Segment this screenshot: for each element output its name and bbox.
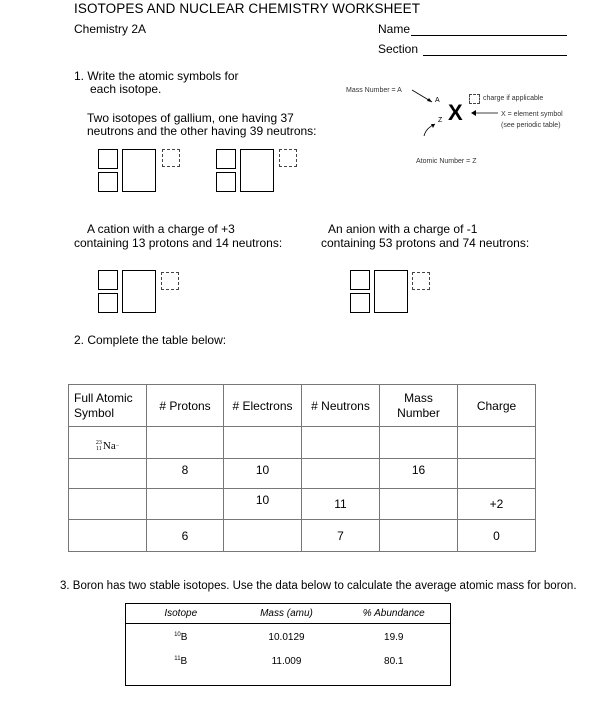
gallium-prompt-line2: neutrons and the other having 39 neutrons: xyxy=(87,124,317,138)
cation-mass-box[interactable] xyxy=(98,270,118,290)
boron10-mass-number: 10 xyxy=(174,632,181,639)
boron-header-row xyxy=(126,604,451,624)
mass-arrowhead xyxy=(427,98,432,102)
anion-symbol-box[interactable] xyxy=(374,270,408,313)
gallium2-atomic-box[interactable] xyxy=(216,172,236,192)
gallium1-charge-box[interactable] xyxy=(162,149,180,167)
q1-prompt-line1: 1. Write the atomic symbols for xyxy=(74,69,239,83)
anion-prompt-line1: An anion with a charge of -1 xyxy=(328,222,478,236)
cell-symbol[interactable] xyxy=(69,520,147,552)
course-label: Chemistry 2A xyxy=(74,22,147,36)
isotope-table xyxy=(68,384,536,552)
boron-mass: 11.009 xyxy=(271,655,302,667)
header-mass-line1: Mass xyxy=(404,390,433,405)
section-label: Section xyxy=(378,42,419,56)
table-row xyxy=(69,459,536,489)
page-title: ISOTOPES AND NUCLEAR CHEMISTRY WORKSHEET xyxy=(74,1,421,16)
cell-charge[interactable] xyxy=(458,427,536,459)
sodium-atomic-number: 11 xyxy=(96,446,102,452)
boron-abundance: 80.1 xyxy=(384,655,404,667)
boron11-element: B xyxy=(180,655,188,667)
cell-protons[interactable] xyxy=(147,427,224,459)
sodium-mass-number: 23 xyxy=(95,440,102,446)
boron11-mass-number: 11 xyxy=(174,655,181,662)
header-electrons: # Electrons xyxy=(224,385,302,427)
cation-prompt-line1: A cation with a charge of +3 xyxy=(87,222,235,236)
element-arrow xyxy=(470,108,500,118)
header-protons: # Protons xyxy=(147,385,224,427)
a-letter: A xyxy=(435,97,440,104)
gallium-prompt-line1: Two isotopes of gallium, one having 37 xyxy=(87,111,294,125)
header-symbol-line2: Symbol xyxy=(74,405,115,420)
cell-symbol[interactable] xyxy=(69,489,147,520)
q1-prompt-line2: each isotope. xyxy=(90,82,162,96)
cell-mass[interactable] xyxy=(380,520,458,552)
cell-symbol[interactable] xyxy=(69,459,147,489)
name-label: Name xyxy=(378,22,411,36)
cell-protons[interactable]: 6 xyxy=(147,520,224,552)
boron-header-abundance: % Abundance xyxy=(338,604,451,624)
cation-prompt-line2: containing 13 protons and 14 neutrons: xyxy=(74,236,283,250)
atomic-number-label: Atomic Number = Z xyxy=(416,158,477,165)
mass-number-label: Mass Number = A xyxy=(346,87,402,94)
q3-prompt: 3. Boron has two stable isotopes. Use the data below to calculate the average atomic mass for boron. xyxy=(60,580,577,592)
z-letter: Z xyxy=(438,117,443,124)
cation-symbol-box[interactable] xyxy=(122,270,156,313)
anion-charge-box[interactable] xyxy=(412,272,430,290)
table-row xyxy=(69,489,536,520)
boron-header-mass: Mass (amu) xyxy=(236,604,338,624)
cation-charge-box[interactable] xyxy=(161,272,179,290)
table-row xyxy=(126,652,451,686)
boron-table xyxy=(125,603,451,686)
cell-symbol[interactable] xyxy=(69,427,147,459)
table-row xyxy=(69,520,536,552)
sodium-numbers xyxy=(96,440,102,452)
gallium1-mass-box[interactable] xyxy=(98,149,118,169)
sodium-charge: − xyxy=(115,443,120,449)
gallium1-atomic-box[interactable] xyxy=(98,172,118,192)
cation-atomic-box[interactable] xyxy=(98,293,118,313)
cell-neutrons[interactable]: 7 xyxy=(302,520,380,552)
element-arrowhead xyxy=(471,110,476,116)
header-mass xyxy=(380,385,458,427)
boron-abundance: 19.9 xyxy=(384,632,404,644)
x-letter: X xyxy=(448,100,463,125)
table-header-row xyxy=(69,385,536,427)
header-charge: Charge xyxy=(458,385,536,427)
boron-isotope xyxy=(126,624,236,652)
header-neutrons: # Neutrons xyxy=(302,385,380,427)
sodium-symbol xyxy=(96,440,119,452)
cell-neutrons[interactable]: 11 xyxy=(302,489,380,520)
anion-mass-box[interactable] xyxy=(350,270,370,290)
cell-electrons[interactable] xyxy=(224,427,302,459)
name-field[interactable] xyxy=(411,35,567,36)
charge-label: charge if applicable xyxy=(483,95,544,102)
cell-protons[interactable] xyxy=(147,489,224,520)
periodic-table-note: (see periodic table) xyxy=(501,122,561,129)
table-row xyxy=(126,624,451,652)
cell-charge[interactable]: +2 xyxy=(458,489,536,520)
boron-mass: 10.0129 xyxy=(268,632,305,644)
boron-isotope xyxy=(126,652,236,686)
cell-protons[interactable]: 8 xyxy=(147,459,224,489)
element-symbol-label: X = element symbol xyxy=(501,111,563,118)
cell-mass[interactable] xyxy=(380,489,458,520)
table-row xyxy=(69,427,536,459)
boron10-element: B xyxy=(180,632,188,644)
cell-electrons[interactable]: 10 xyxy=(224,489,302,520)
gallium1-symbol-box[interactable] xyxy=(122,149,156,192)
q2-prompt: 2. Complete the table below: xyxy=(74,333,227,347)
cell-neutrons[interactable] xyxy=(302,427,380,459)
gallium2-mass-box[interactable] xyxy=(216,149,236,169)
cell-mass[interactable]: 16 xyxy=(380,459,458,489)
header-symbol xyxy=(69,385,147,427)
cell-charge[interactable] xyxy=(458,459,536,489)
cell-mass[interactable] xyxy=(380,427,458,459)
cell-electrons[interactable] xyxy=(224,520,302,552)
gallium2-charge-box[interactable] xyxy=(279,149,297,167)
anion-prompt-line2: containing 53 protons and 74 neutrons: xyxy=(321,236,530,250)
diagram-charge-box xyxy=(469,94,480,104)
anion-atomic-box[interactable] xyxy=(350,293,370,313)
cell-electrons[interactable]: 10 xyxy=(224,459,302,489)
boron-header-isotope: Isotope xyxy=(126,604,236,624)
header-mass-line2: Number xyxy=(397,405,440,420)
cell-neutrons[interactable] xyxy=(302,459,380,489)
gallium2-symbol-box[interactable] xyxy=(240,149,274,192)
sodium-element: Na xyxy=(102,440,116,452)
section-field[interactable] xyxy=(423,55,567,56)
header-symbol-line1: Full Atomic xyxy=(74,390,133,405)
cell-charge[interactable]: 0 xyxy=(458,520,536,552)
